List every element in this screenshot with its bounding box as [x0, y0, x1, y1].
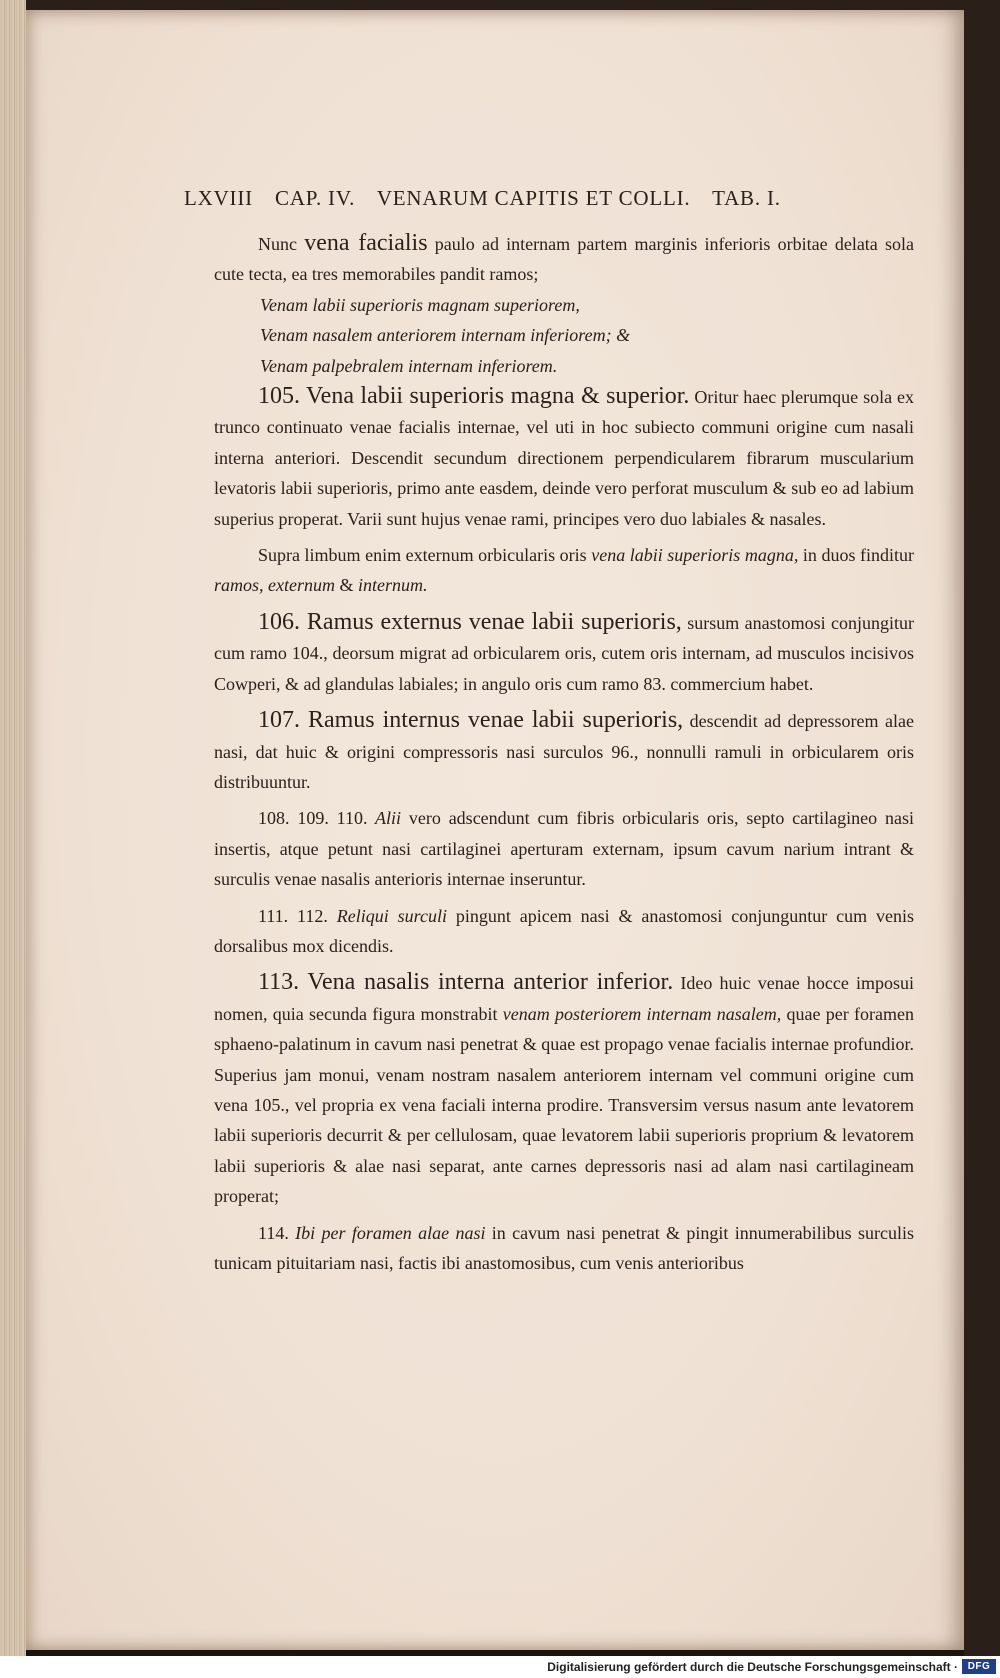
digitization-footer	[0, 1656, 1000, 1678]
supra-italic-3: internum.	[358, 575, 428, 596]
section-text-rest: quae per foramen sphaeno-palatinum in cavum nasi penetrat & quae est propago venae facialis internae profundior. Superius jam monui, venam nostram nasalem anteriorem internam vel communi origine cum vena 105., vel propria ex vena faciali interna prodire. Transversim versus nasum ante levatorem labii superioris decurrit & per cellulosam, quae levatorem labii superioris proprium & levatorem labii superioris & alae nasi separat, ante carnes depressoris nasi ad alam nasi cartilagineam properat;	[214, 1003, 914, 1207]
section-number: 107.	[258, 707, 300, 734]
section-text: in cavum nasi penetrat & pingit innumerabilibus surculis tunicam pituitariam nasi, factis ibi anastomosibus, cum venis anterioribus	[214, 1222, 915, 1273]
section-113	[214, 967, 914, 1211]
section-italic: venam posteriorem internam nasalem,	[502, 1003, 782, 1024]
section-italic: Ibi per foramen alae nasi	[288, 1222, 486, 1243]
paragraph-intro	[214, 228, 914, 290]
section-111-112	[214, 901, 914, 962]
section-text: pingunt apicem nasi & anastomosi conjunguntur cum venis dorsalibus mox dicendis.	[214, 905, 914, 956]
supra-text-3: &	[334, 575, 358, 596]
intro-term: vena facialis	[304, 230, 428, 256]
running-header	[184, 186, 884, 211]
chapter-title: VENARUM CAPITIS ET COLLI.	[376, 186, 691, 210]
section-number: 106.	[258, 608, 300, 635]
page-number: LXVIII	[184, 186, 253, 210]
paragraph-supra	[214, 540, 914, 601]
branch-line-2: Venam nasalem anteriorem internam inferiorem; &	[260, 325, 631, 346]
supra-italic-2: ramos, externum	[214, 575, 335, 596]
table-label: TAB. I.	[712, 186, 781, 210]
branch-line-1: Venam labii superioris magnam superiorem,	[260, 294, 580, 315]
supra-italic-1: vena labii superioris magna,	[591, 545, 799, 566]
section-number: 113.	[258, 969, 300, 996]
section-105	[214, 381, 914, 534]
section-italic: Reliqui surculi	[327, 905, 447, 926]
section-italic: Alii	[367, 808, 402, 829]
section-heading: Vena labii superioris magna & superior.	[300, 383, 690, 410]
intro-text-rest: paulo ad internam partem marginis inferioris orbitae delata sola cute tecta, ea tres memorabiles pandit ramos;	[214, 234, 915, 285]
section-text: sursum anastomosi conjungitur cum ramo 104., deorsum migrat ad orbicularem oris, cutem oris internam, ad musculos incisivos Cowperi, & ad glandulas labiales; in angulo oris cum ramo 83. commercium habet.	[214, 612, 914, 694]
section-number: 114.	[258, 1222, 289, 1243]
section-106	[214, 607, 914, 699]
section-text: descendit ad depressorem alae nasi, dat huic & origini compressoris nasi surculos 96., nonnulli ramuli in orbicularem oris distribuuntur.	[214, 711, 914, 792]
supra-text: Supra limbum enim externum orbicularis oris	[258, 545, 592, 566]
section-text: Ideo huic venae hocce imposui nomen, quia secunda figura monstrabit	[214, 973, 915, 1024]
section-114	[214, 1218, 914, 1279]
section-heading: Ramus internus venae labii superioris,	[300, 707, 684, 734]
supra-text-2: in duos finditur	[798, 545, 914, 566]
intro-text: Nunc	[258, 234, 305, 254]
section-108-110	[214, 803, 914, 894]
section-107	[214, 705, 914, 797]
section-heading: Ramus externus venae labii superioris,	[300, 608, 682, 635]
body-text	[214, 228, 914, 1278]
section-number: 108. 109. 110.	[258, 808, 368, 829]
page-stack-edge	[0, 0, 26, 1656]
chapter-label: CAP. IV.	[275, 186, 356, 210]
section-number: 105.	[258, 383, 300, 410]
dfg-logo-icon: DFG	[962, 1659, 996, 1674]
footer-credit: Digitalisierung gefördert durch die Deutsche Forschungsgemeinschaft ·	[547, 1660, 958, 1674]
section-number: 111. 112.	[258, 905, 328, 926]
section-text: Oritur haec plerumque sola ex trunco continuato venae facialis internae, vel uti in hoc subiecto communi origine cum nasali interna anteriori. Descendit secundum directionem perpendicularem fibrarum muscularium levatoris labii superioris, primo ante easdem, deinde vero perforat musculum & sub eo ad labium superius properat. Varii sunt hujus venae rami, principes vero duo labiales & nasales.	[214, 387, 915, 529]
section-heading: Vena nasalis interna anterior inferior.	[299, 969, 674, 996]
section-text: vero adscendunt cum fibris orbicularis oris, septo cartilagineo nasi insertis, atque petunt nasi cartilaginei aperturam externam, ipsum cavum narium intrant & surculis venae nasalis anterioris internae inseruntur.	[214, 808, 914, 890]
branch-line-3: Venam palpebralem internam inferiorem.	[260, 355, 558, 376]
